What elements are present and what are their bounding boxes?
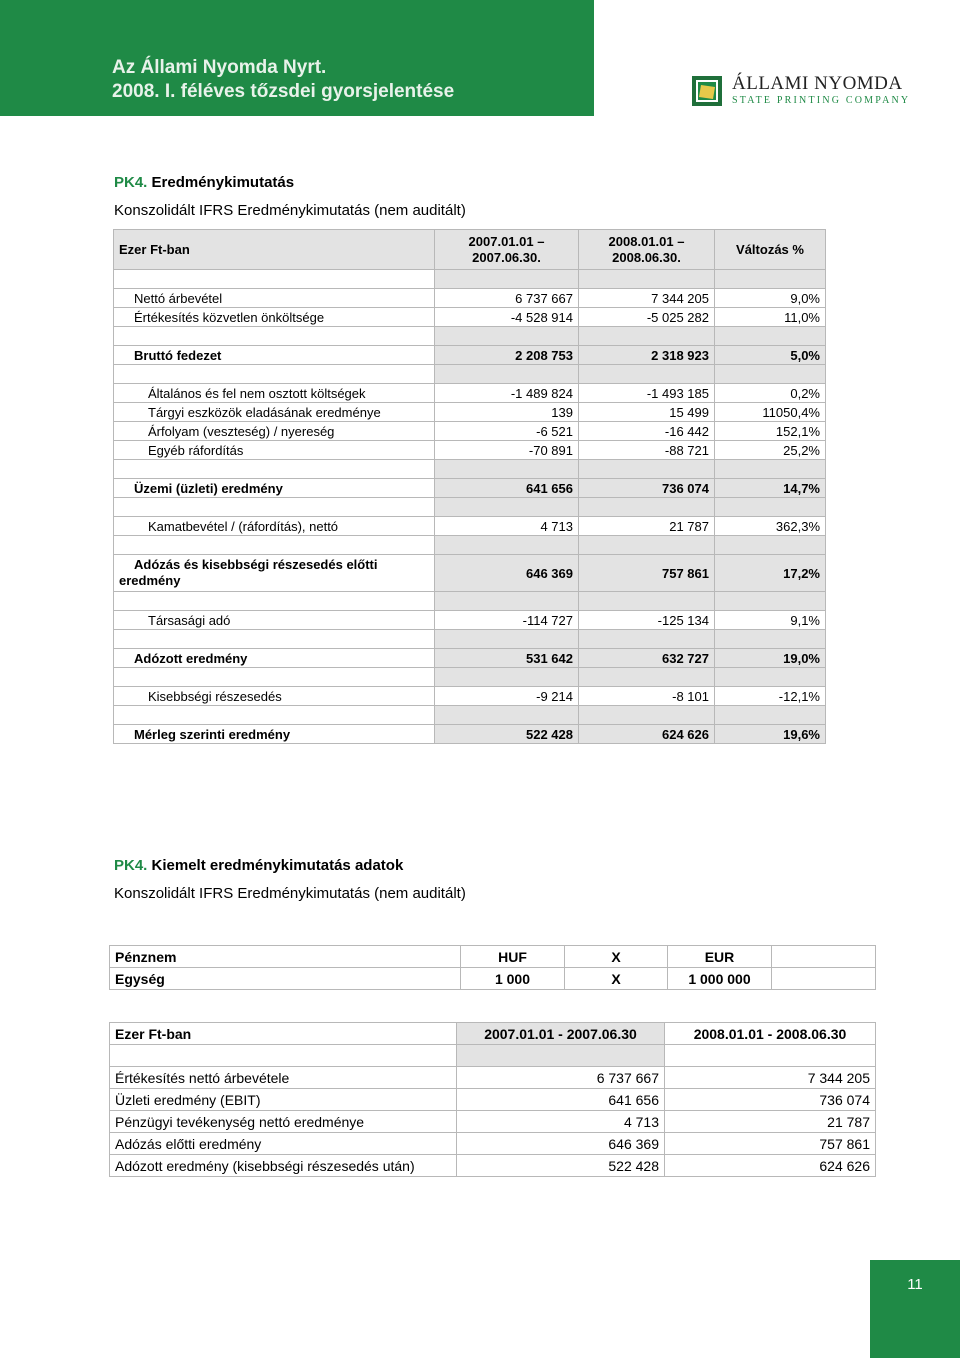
row-label: Nettó árbevétel (114, 289, 435, 308)
income-statement-table (113, 229, 826, 744)
spacer-row (110, 1045, 876, 1067)
row-change: 25,2% (715, 441, 826, 460)
row-label: Adózás előtti eredmény (110, 1133, 457, 1155)
header-unit: Ezer Ft-ban (110, 1023, 457, 1045)
table-row (114, 441, 826, 460)
row-value-2008: -5 025 282 (579, 308, 715, 327)
unit-label: Egység (110, 968, 461, 990)
spacer-row (114, 592, 826, 611)
row-value-2007: 531 642 (435, 649, 579, 668)
table-header-row (114, 230, 826, 270)
row-value-2007: 522 428 (435, 725, 579, 744)
unit-huf: 1 000 (461, 968, 565, 990)
table-row (114, 649, 826, 668)
row-value-2008: 7 344 205 (579, 289, 715, 308)
table-row (110, 1089, 876, 1111)
row-label: Bruttó fedezet (114, 346, 435, 365)
row-value-2008: 632 727 (579, 649, 715, 668)
row-value-2008: 15 499 (579, 403, 715, 422)
spacer-row (114, 460, 826, 479)
spacer-row (114, 706, 826, 725)
row-change: 362,3% (715, 517, 826, 536)
table-row (110, 1155, 876, 1177)
row-label: Üzleti eredmény (EBIT) (110, 1089, 457, 1111)
page-number: 11 (870, 1260, 960, 1358)
row-label: Kamatbevétel / (ráfordítás), nettó (114, 517, 435, 536)
spacer-row (114, 630, 826, 649)
row-label: Mérleg szerinti eredmény (114, 725, 435, 744)
row-value-2008: 21 787 (665, 1111, 876, 1133)
row-label: Társasági adó (114, 611, 435, 630)
header-period-2007: 2007.01.01 - 2007.06.30 (457, 1023, 665, 1045)
row-value-2008: 736 074 (665, 1089, 876, 1111)
section2-code: PK4. (114, 857, 148, 874)
row-value-2007: -4 528 914 (435, 308, 579, 327)
row-value-2007: -1 489 824 (435, 384, 579, 403)
section2-title (114, 857, 403, 874)
header-period-2008-end: 2008.06.30. (612, 249, 681, 265)
row-label (114, 555, 435, 592)
row-value-2008: -1 493 185 (579, 384, 715, 403)
table-header-row (110, 1023, 876, 1045)
spacer-row (114, 536, 826, 555)
section2-title-text: Kiemelt eredménykimutatás adatok (151, 857, 404, 874)
currency-x: X (565, 946, 668, 968)
report-title-line2: 2008. I. féléves tőzsdei gyorsjelentése (112, 81, 455, 102)
row-change: 19,6% (715, 725, 826, 744)
row-value-2007: -114 727 (435, 611, 579, 630)
currency-label: Pénznem (110, 946, 461, 968)
spacer-row (114, 498, 826, 517)
empty-cell (772, 968, 876, 990)
row-label: Árfolyam (veszteség) / nyereség (114, 422, 435, 441)
row-value-2007: 139 (435, 403, 579, 422)
table-row (114, 346, 826, 365)
currency-row (110, 946, 876, 968)
row-change: 0,2% (715, 384, 826, 403)
header-period-2007-start: 2007.01.01 – (468, 233, 545, 249)
row-label: Értékesítés közvetlen önköltsége (114, 308, 435, 327)
report-title (112, 56, 454, 104)
row-label: Adózott eredmény (114, 649, 435, 668)
table-row (114, 308, 826, 327)
row-label: Egyéb ráfordítás (114, 441, 435, 460)
row-change: 19,0% (715, 649, 826, 668)
table-row (114, 555, 826, 592)
spacer-row (114, 327, 826, 346)
table-row (114, 687, 826, 706)
row-value-2008: 757 861 (579, 555, 715, 592)
table-row (114, 384, 826, 403)
currency-unit-table (109, 945, 876, 990)
header-period-2008-start: 2008.01.01 – (608, 233, 685, 249)
row-value-2007: 646 369 (435, 555, 579, 592)
currency-huf: HUF (461, 946, 565, 968)
row-label: Értékesítés nettó árbevétele (110, 1067, 457, 1089)
row-value-2007: 6 737 667 (435, 289, 579, 308)
header-period-2007-end: 2007.06.30. (472, 249, 541, 265)
row-change: 14,7% (715, 479, 826, 498)
row-value-2008: 21 787 (579, 517, 715, 536)
report-title-line1: Az Állami Nyomda Nyrt. (112, 57, 327, 78)
empty-cell (772, 946, 876, 968)
table-row (110, 1133, 876, 1155)
row-value-2008: 757 861 (665, 1133, 876, 1155)
header-unit: Ezer Ft-ban (114, 230, 435, 270)
highlights-table (109, 1022, 876, 1177)
row-label: Adózott eredmény (kisebbségi részesedés után) (110, 1155, 457, 1177)
table-row (114, 517, 826, 536)
table-row (114, 611, 826, 630)
currency-eur: EUR (668, 946, 772, 968)
row-value-2008: 7 344 205 (665, 1067, 876, 1089)
table-row (114, 403, 826, 422)
row-value-2008: 624 626 (579, 725, 715, 744)
header-period-2008 (579, 230, 715, 270)
table-row (110, 1111, 876, 1133)
row-change: 152,1% (715, 422, 826, 441)
section1-title (114, 174, 294, 191)
row-value-2008: 2 318 923 (579, 346, 715, 365)
row-value-2007: -9 214 (435, 687, 579, 706)
row-change: 9,0% (715, 289, 826, 308)
row-label: Tárgyi eszközök eladásának eredménye (114, 403, 435, 422)
row-label-line2: eredmény (119, 573, 181, 588)
unit-x: X (565, 968, 668, 990)
unit-row (110, 968, 876, 990)
logo-subtitle: STATE PRINTING COMPANY (732, 95, 911, 106)
table-row (114, 479, 826, 498)
header-period-2007 (435, 230, 579, 270)
table-row (110, 1067, 876, 1089)
row-value-2008: -16 442 (579, 422, 715, 441)
row-value-2007: 4 713 (435, 517, 579, 536)
section1-code: PK4. (114, 174, 148, 191)
row-label: Általános és fel nem osztott költségek (114, 384, 435, 403)
spacer-row (114, 668, 826, 687)
row-value-2008: -8 101 (579, 687, 715, 706)
row-label: Üzemi (üzleti) eredmény (114, 479, 435, 498)
row-value-2008: 736 074 (579, 479, 715, 498)
row-change: 5,0% (715, 346, 826, 365)
row-value-2007: 4 713 (457, 1111, 665, 1133)
row-value-2007: 646 369 (457, 1133, 665, 1155)
row-label: Kisebbségi részesedés (114, 687, 435, 706)
row-change: 9,1% (715, 611, 826, 630)
table-row (114, 725, 826, 744)
row-change: -12,1% (715, 687, 826, 706)
row-value-2007: -70 891 (435, 441, 579, 460)
row-value-2007: 641 656 (435, 479, 579, 498)
logo-mark-icon (692, 76, 722, 106)
spacer-row (114, 270, 826, 289)
row-value-2008: -125 134 (579, 611, 715, 630)
section2-subtitle: Konszolidált IFRS Eredménykimutatás (nem auditált) (114, 885, 466, 902)
logo-name: ÁLLAMI NYOMDA (732, 73, 903, 94)
row-value-2008: -88 721 (579, 441, 715, 460)
unit-eur: 1 000 000 (668, 968, 772, 990)
row-value-2007: 2 208 753 (435, 346, 579, 365)
row-value-2007: 641 656 (457, 1089, 665, 1111)
header-change: Változás % (715, 230, 826, 270)
row-change: 11,0% (715, 308, 826, 327)
section1-title-text: Eredménykimutatás (151, 174, 295, 191)
row-value-2007: 6 737 667 (457, 1067, 665, 1089)
row-value-2007: -6 521 (435, 422, 579, 441)
spacer-row (114, 365, 826, 384)
row-value-2007: 522 428 (457, 1155, 665, 1177)
row-change: 11050,4% (715, 403, 826, 422)
section1-subtitle: Konszolidált IFRS Eredménykimutatás (nem auditált) (114, 202, 466, 219)
row-change: 17,2% (715, 555, 826, 592)
table-row (114, 422, 826, 441)
row-label: Pénzügyi tevékenység nettó eredménye (110, 1111, 457, 1133)
row-label-line1: Adózás és kisebbségi részesedés előtti (134, 557, 378, 572)
header-period-2008: 2008.01.01 - 2008.06.30 (665, 1023, 876, 1045)
table-row (114, 289, 826, 308)
row-value-2008: 624 626 (665, 1155, 876, 1177)
